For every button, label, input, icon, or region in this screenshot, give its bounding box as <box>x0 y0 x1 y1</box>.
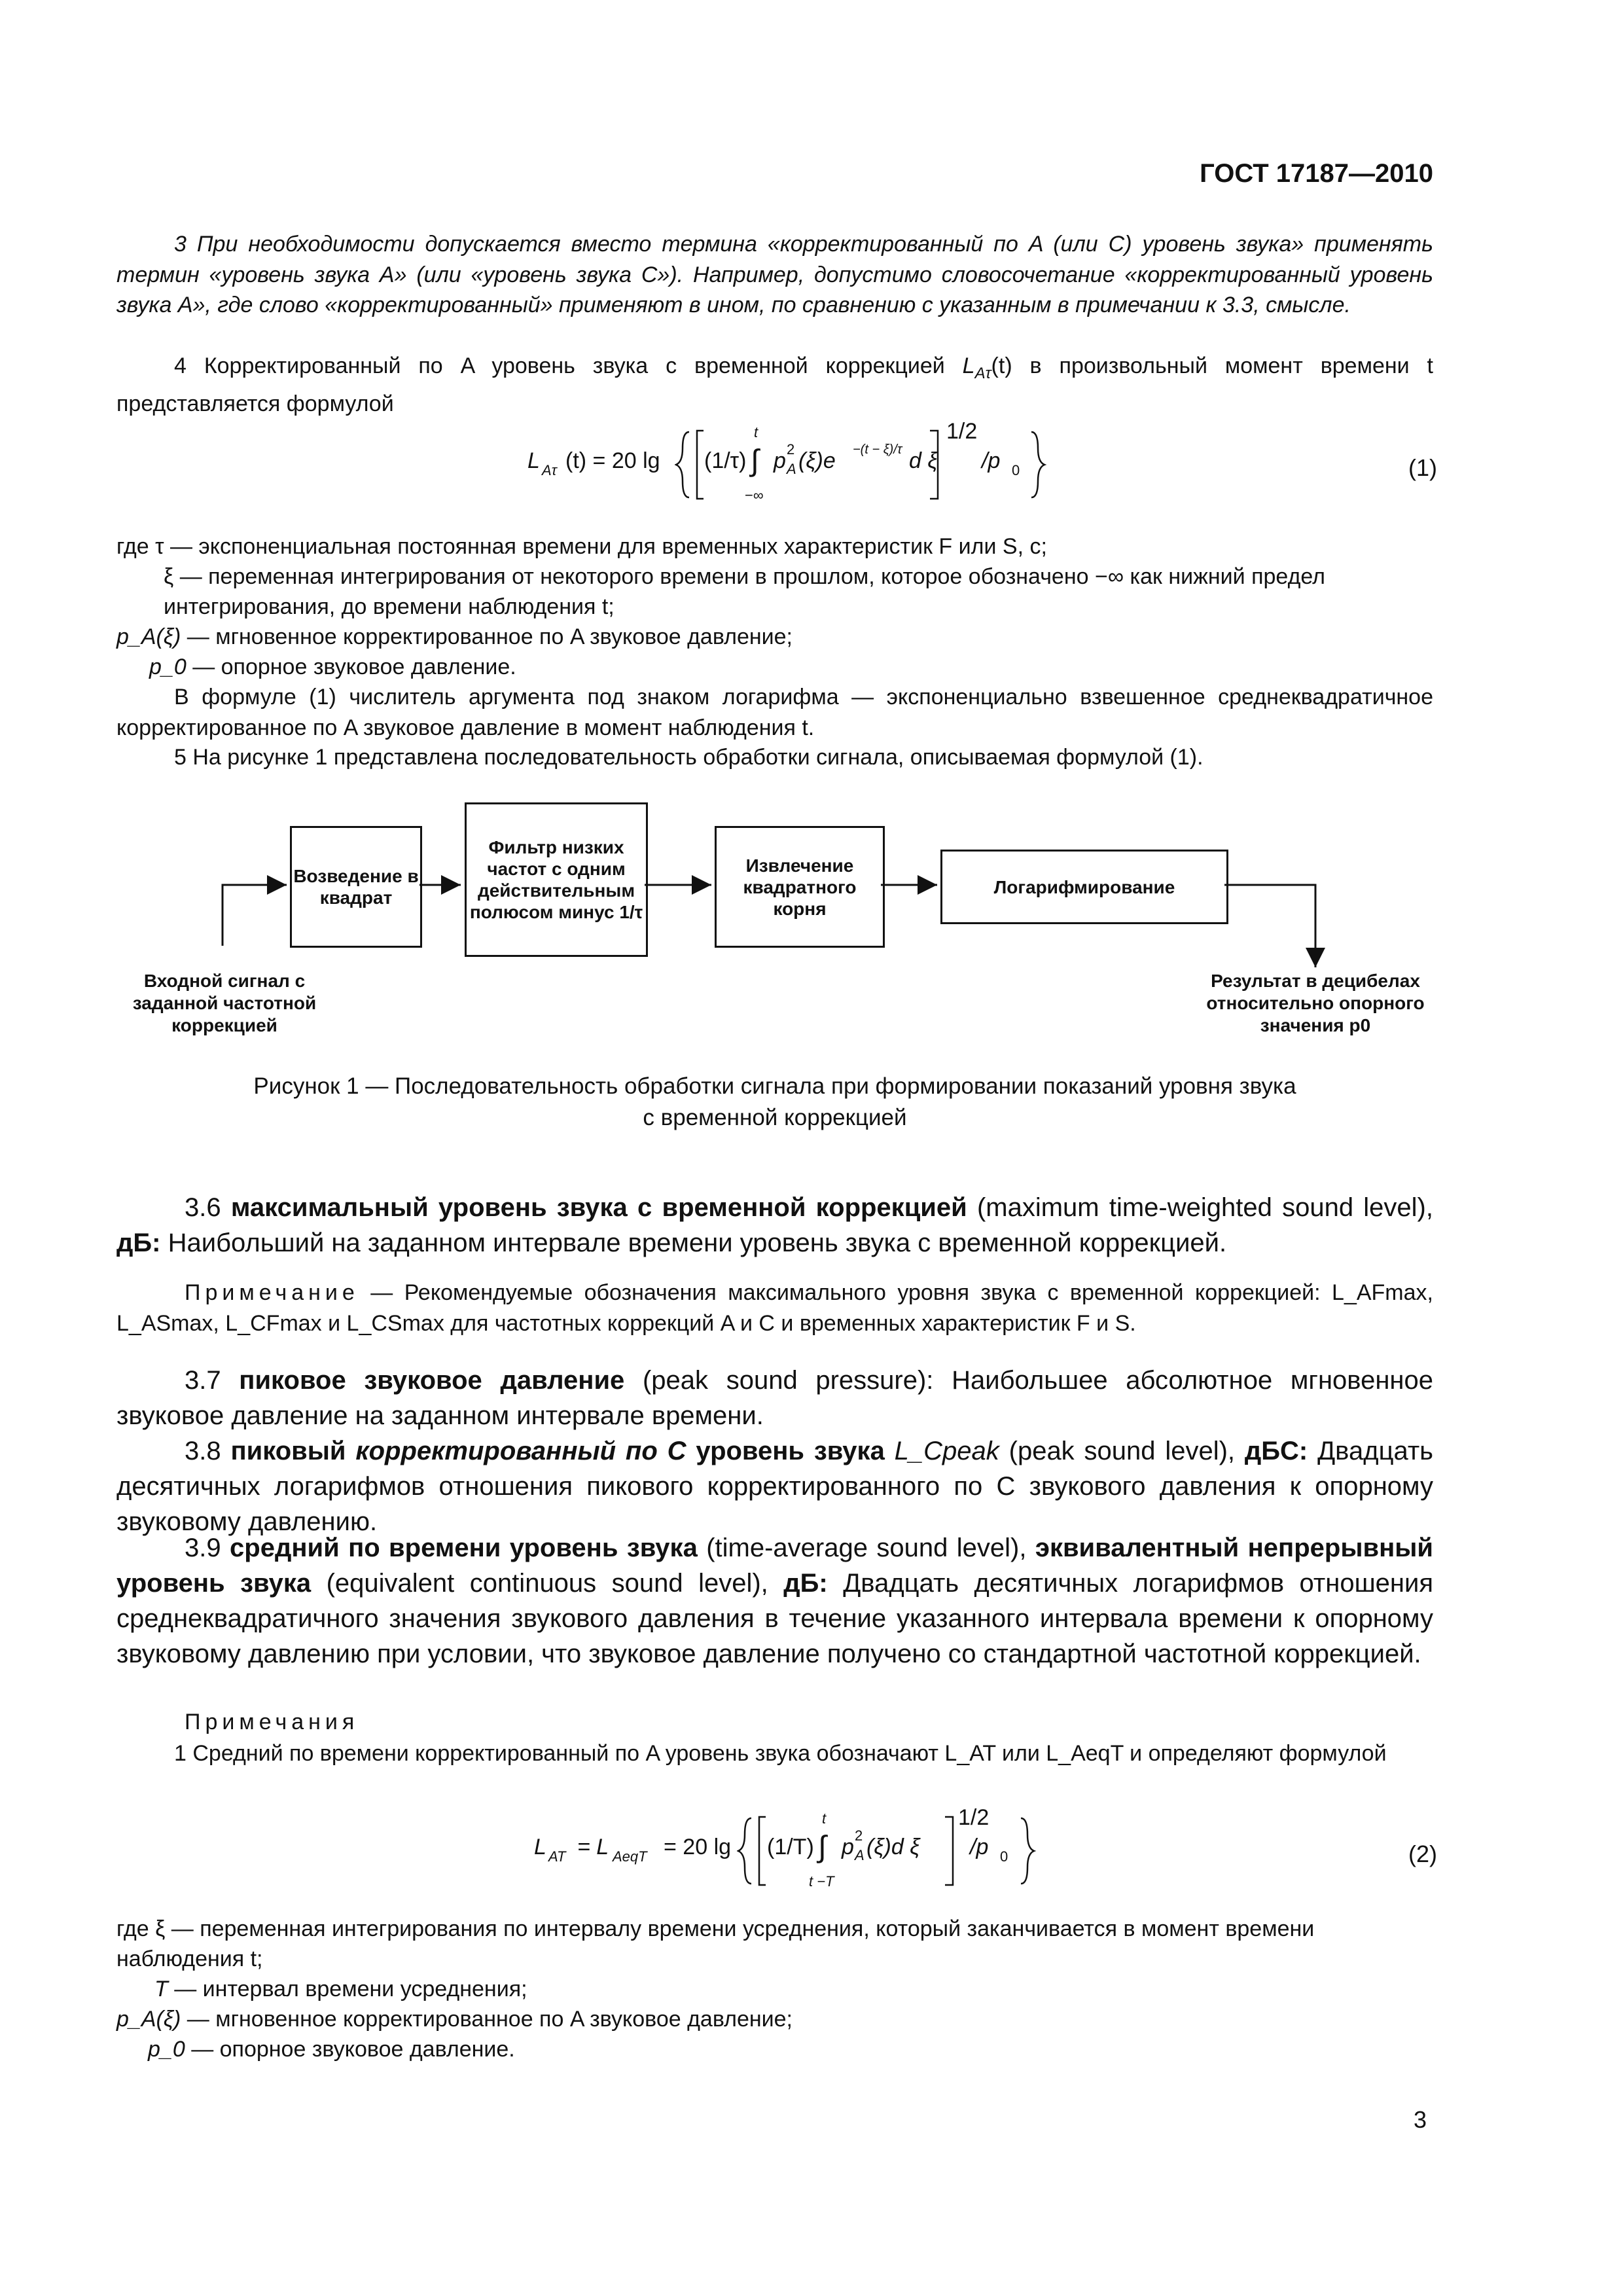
formula-2-integrand-sup: 2 <box>855 1827 863 1844</box>
formula-1-integrand-sub: A <box>787 461 796 477</box>
figure-1-caption-line-1: Рисунок 1 — Последовательность обработки сигнала при формировании показаний уровня звука <box>253 1073 1296 1099</box>
formula-1-integrand-arg: (ξ)e <box>798 448 836 473</box>
legend-2-xi-symbol: где ξ <box>116 1916 166 1941</box>
section-3-9-english-2: (equivalent continuous sound level), <box>326 1569 768 1598</box>
legend-2-p0-text: — опорное звуковое давление. <box>191 2037 515 2062</box>
formula-1-upper-limit: t <box>754 424 758 440</box>
legend-2-xi-text: — переменная интегрирования по интервалу времени усреднения, который заканчивается в момент времени наблюдения t; <box>116 1916 1315 1971</box>
section-3-6-note-text: — Рекомендуемые обозначения максимального уровня звука с временной коррекцией: L_AFmax, L_ASmax, L_CFmax и L_CSmax для частотных коррекций A и C и временных характеристик F и S. <box>116 1280 1433 1336</box>
formula-1-lower-limit: −∞ <box>745 487 764 503</box>
legend-2-pa-symbol: p_A(ξ) <box>116 2007 181 2032</box>
formula-2-eq-sub: AeqT <box>613 1848 647 1865</box>
legend-1-tau-symbol: где τ <box>116 534 164 559</box>
notes-label: Примечания <box>185 1710 359 1734</box>
formula-2-upper-limit: t <box>822 1810 827 1827</box>
legend-1-xi-text: — переменная интегрирования от некоторого времени в прошлом, которое обозначено −∞ как нижний предел интегрирования, до времени наблюдения t; <box>164 564 1326 619</box>
figure-1-input-label: Входной сигнал с заданной частотной коррекцией <box>132 971 317 1035</box>
figure-1-box-lowpass: Фильтр низких частот с одним действительным полюсом минус 1/τ <box>465 802 648 957</box>
formula-2-ratio-sub: 0 <box>1000 1848 1008 1865</box>
section-3-6-term: максимальный уровень звука с временной коррекцией <box>230 1193 967 1222</box>
formula-2-rest: = 20 lg <box>664 1835 732 1859</box>
note-4-text-b: (t) в произвольный момент времени t представляется формулой <box>116 353 1433 417</box>
section-3-8-term-2: уровень звука <box>696 1437 885 1465</box>
formula-1-integrand: p <box>774 448 786 473</box>
section-3-6-note-label: Примечание <box>185 1280 359 1305</box>
legend-2-t <box>154 1974 1431 2004</box>
formula-1-number: (1) <box>1408 454 1437 481</box>
formula-1-integrand-sup: 2 <box>787 441 795 457</box>
note-4-text-a: 4 Корректированный по A уровень звука с временной коррекцией <box>174 353 963 378</box>
formula-2-lhs-sub: AT <box>548 1848 566 1865</box>
legend-2-t-text: — интервал времени усреднения; <box>174 1977 527 2001</box>
formula-1-ratio: /p <box>982 448 1001 473</box>
formula-2-power: 1/2 <box>958 1805 990 1830</box>
formula-2-right-brace <box>1018 1805 1038 1897</box>
section-3-6 <box>116 1190 1433 1261</box>
formula-1-differential: d ξ <box>909 448 938 473</box>
section-3-6-definition: Наибольший на заданном интервале времени уровень звука с временной коррекцией. <box>168 1229 1227 1257</box>
formula-2-integral-sign: ∫ <box>818 1829 827 1863</box>
formula-2-integrand-arg: (ξ)d ξ <box>866 1835 920 1859</box>
legend-2-pa-text: — мгновенное корректированное по A звуковое давление; <box>187 2007 793 2032</box>
formula-2-integrand-sub: A <box>855 1847 865 1863</box>
section-3-9-unit: дБ: <box>783 1569 828 1598</box>
legend-2-t-symbol: T <box>154 1977 168 2001</box>
formula-2-eq: = L <box>577 1835 609 1859</box>
figure-1-box-squaring: Возведение в квадрат <box>290 826 422 948</box>
note-4-symbol: L <box>962 353 975 378</box>
note-3: 3 При необходимости допускается вместо термина «корректированный по A (или C) уровень звука» применять термин «уровень звука A» (или «уровень звука C»). Например, допустимо словосочетание «корректированный уровень звука A», где слово «корректированный» применяют в ином, по сравнению с указанным в примечании к 3.3, смысле. <box>116 232 1434 317</box>
formula-2-integrand: p <box>842 1835 854 1859</box>
legend-1-xi-symbol: ξ <box>164 564 174 589</box>
standard-number: ГОСТ 17187—2010 <box>1200 159 1433 188</box>
formula-1-lhs: L <box>527 448 540 473</box>
notes-note-1: 1 Средний по времени корректированный по A уровень звука обозначают L_AT или L_AeqT и определяют формулой <box>174 1741 1387 1766</box>
formula-2-number: (2) <box>1408 1840 1437 1867</box>
note-5: 5 На рисунке 1 представлена последовательность обработки сигнала, описываемая формулой (1). <box>174 745 1204 770</box>
section-3-8-definition: Двадцать десятичных логарифмов отношения пикового корректированного по C звукового давления к опорному звуковому давлению. <box>116 1437 1434 1536</box>
section-3-9 <box>116 1530 1433 1672</box>
figure-1-box-sqrt: Извлечение квадратного корня <box>715 826 885 948</box>
page-number: 3 <box>1413 2106 1427 2133</box>
section-3-7-english: (peak sound pressure): <box>642 1366 934 1395</box>
section-3-9-english-1: (time-average sound level), <box>706 1534 1027 1562</box>
section-3-8-term-italic: корректированный по C <box>355 1437 687 1465</box>
note-4-symbol-sub: Aτ <box>974 364 991 382</box>
legend-2-p0-symbol: p_0 <box>148 2037 185 2062</box>
legend-1-pa-text: — мгновенное корректированное по A звуковое давление; <box>187 624 793 649</box>
formula-2-ratio: /p <box>970 1835 989 1859</box>
formula-1-explanation: В формуле (1) числитель аргумента под знаком логарифма — экспоненциально взвешенное среднеквадратичное корректированное по A звуковое давление в момент наблюдения t. <box>116 685 1433 740</box>
section-3-8 <box>116 1433 1433 1539</box>
formula-1-ratio-sub: 0 <box>1012 462 1020 478</box>
section-3-8-number: 3.8 <box>185 1437 221 1465</box>
figure-1-output-label: Результат в децибелах относительно опорного значения p0 <box>1206 971 1425 1035</box>
section-3-8-english: (peak sound level), <box>1008 1437 1236 1465</box>
section-3-9-definition: Двадцать десятичных логарифмов отношения среднеквадратичного значения звукового давления в течение указанного интервала времени к опорному звуковому давлению при условии, что звуковое давление получено со стандартной частотной коррекцией. <box>116 1569 1433 1668</box>
formula-1-body: (1/τ) <box>704 448 747 473</box>
figure-1-caption-line-2: с временной коррекцией <box>643 1105 907 1130</box>
formula-2-body: (1/T) <box>767 1835 814 1859</box>
formula-2-lhs: L <box>534 1835 546 1859</box>
legend-1-p0-symbol: p_0 <box>149 655 187 679</box>
section-3-7-definition: Наибольшее абсолютное мгновенное звуковое давление на заданном интервале времени. <box>116 1366 1434 1430</box>
legend-2-xi <box>116 1914 1433 1974</box>
formula-1-power: 1/2 <box>946 419 978 444</box>
section-3-7-term: пиковое звуковое давление <box>239 1366 625 1395</box>
legend-1-p0-text: — опорное звуковое давление. <box>192 655 516 679</box>
section-3-9-term-2: эквивалентный непрерывный уровень звука <box>116 1534 1433 1598</box>
formula-1-lhs-sub: Aτ <box>542 462 557 478</box>
legend-1-pa-symbol: p_A(ξ) <box>116 624 181 649</box>
formula-2 <box>534 1805 1044 1897</box>
formula-1-integral-sign: ∫ <box>751 443 759 477</box>
section-3-9-term: средний по времени уровень звука <box>230 1534 698 1562</box>
formula-1-exponent: −(t − ξ)/τ <box>853 442 902 457</box>
section-3-6-unit: дБ: <box>116 1229 161 1257</box>
section-3-6-number: 3.6 <box>185 1193 221 1222</box>
section-3-6-english: (maximum time-weighted sound level), <box>976 1193 1433 1222</box>
section-3-7-number: 3.7 <box>185 1366 221 1395</box>
section-3-6-note <box>116 1278 1433 1338</box>
legend-2-pa <box>116 2004 1433 2034</box>
formula-1-lhs-arg: (t) = 20 lg <box>565 448 660 473</box>
legend-1-tau-text: — экспоненциальная постоянная времени для временных характеристик F или S, c; <box>169 534 1047 559</box>
figure-1-box-log: Логарифмирование <box>940 850 1228 924</box>
legend-2-p0 <box>148 2034 1433 2064</box>
section-3-9-number: 3.9 <box>185 1534 221 1562</box>
section-3-8-unit: дБC: <box>1244 1437 1308 1465</box>
section-3-7 <box>116 1363 1433 1433</box>
section-3-8-symbol: L_Cpeak <box>894 1437 999 1465</box>
section-3-8-term: пиковый <box>230 1437 346 1465</box>
formula-2-lower-limit: t −T <box>809 1873 834 1890</box>
